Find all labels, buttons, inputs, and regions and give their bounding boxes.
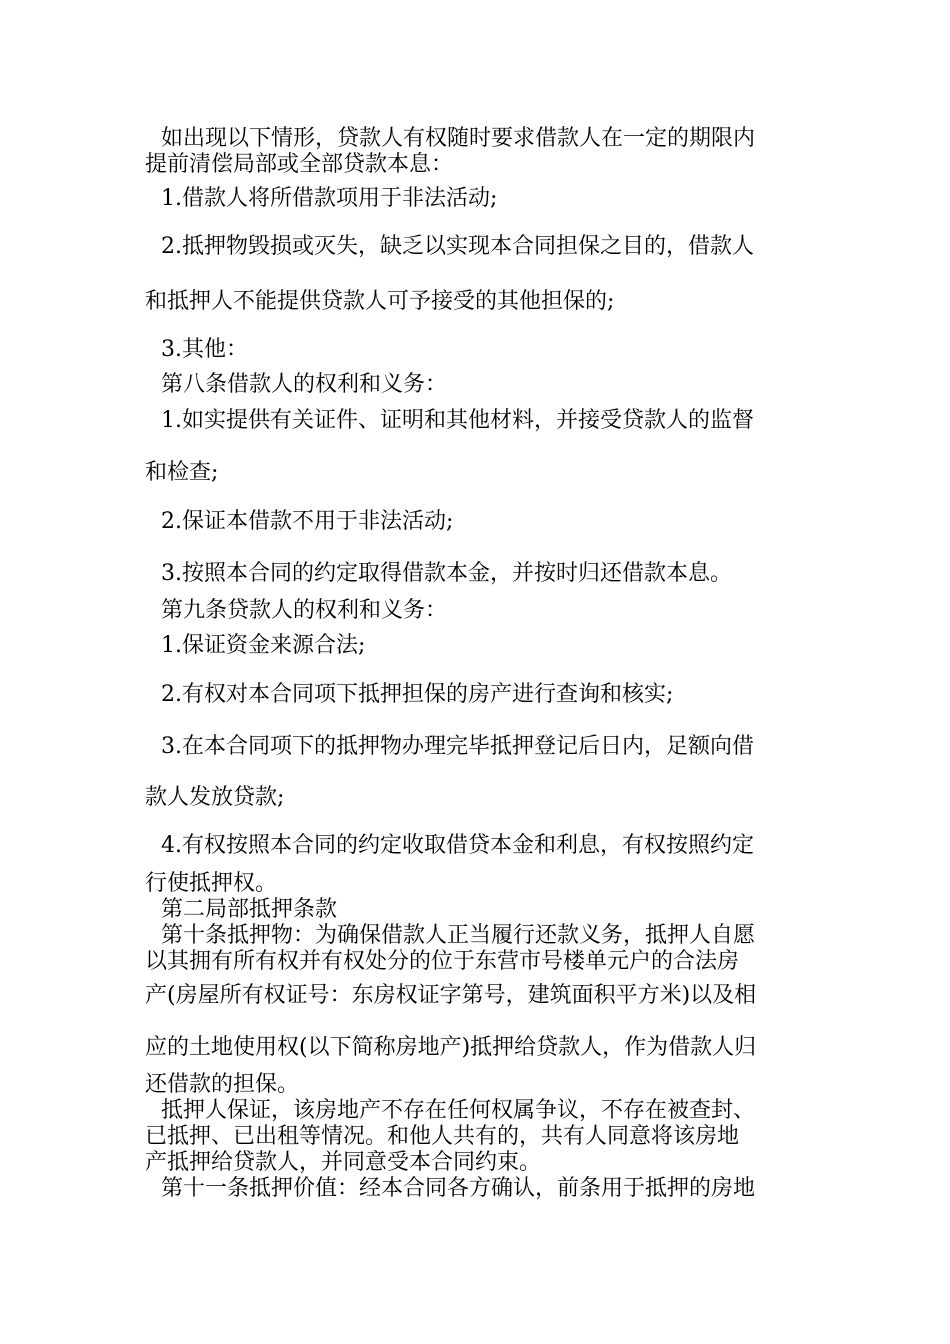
text-line-2: 提前清偿局部或全部贷款本息：	[145, 152, 454, 177]
text-line-9: 和检查;	[145, 460, 219, 485]
text-line-1: 如出现以下情形，贷款人有权随时要求借款人在一定的期限内	[161, 126, 756, 151]
text-line-18: 行使抵押权。	[145, 871, 278, 896]
text-line-26: 已抵押、已出租等情况。和他人共有的，共有人同意将该房地	[145, 1124, 740, 1149]
text-line-25: 抵押人保证，该房地产不存在任何权属争议，不存在被查封、	[161, 1098, 756, 1123]
section-heading-10: 第十条抵押物：为确保借款人正当履行还款义务，抵押人自愿	[161, 923, 756, 948]
list-item-8-3: 3.按照本合同的约定取得借款本金，并按时归还借款本息。	[161, 561, 732, 586]
list-item-9-2: 2.有权对本合同项下抵押担保的房产进行查询和核实;	[161, 682, 674, 707]
text-line-5: 和抵押人不能提供贷款人可予接受的其他担保的;	[145, 289, 615, 314]
list-item-8-1: 1.如实提供有关证件、证明和其他材料，并接受贷款人的监督	[161, 408, 754, 433]
list-item-9-1: 1.保证资金来源合法;	[161, 633, 366, 658]
list-item-3: 3.其他：	[161, 337, 248, 362]
list-item-8-2: 2.保证本借款不用于非法活动;	[161, 509, 454, 534]
text-line-22: 产(房屋所有权证号：东房权证字第号，建筑面积平方米)以及相	[145, 983, 757, 1008]
list-item-9-4: 4.有权按照本合同的约定收取借贷本金和利息，有权按照约定	[161, 833, 754, 858]
section-heading-11: 第十一条抵押价值：经本合同各方确认，前条用于抵押的房地	[161, 1176, 756, 1201]
list-item-1: 1.借款人将所借款项用于非法活动;	[161, 186, 498, 211]
section-heading-9: 第九条贷款人的权利和义务：	[161, 598, 448, 623]
part-heading-2: 第二局部抵押条款	[161, 897, 338, 922]
text-line-27: 产抵押给贷款人，并同意受本合同约束。	[145, 1150, 542, 1175]
section-heading-8: 第八条借款人的权利和义务：	[161, 372, 448, 397]
text-line-24: 还借款的担保。	[145, 1072, 300, 1097]
list-item-2: 2.抵押物毁损或灭失，缺乏以实现本合同担保之目的，借款人	[161, 234, 754, 259]
list-item-9-3: 3.在本合同项下的抵押物办理完毕抵押登记后日内，足额向借	[161, 734, 754, 759]
text-line-21: 以其拥有所有权并有权处分的位于东营市号楼单元户的合法房	[145, 949, 740, 974]
text-line-16: 款人发放贷款;	[145, 785, 285, 810]
text-line-23: 应的土地使用权(以下简称房地产)抵押给贷款人，作为借款人归	[145, 1035, 757, 1060]
